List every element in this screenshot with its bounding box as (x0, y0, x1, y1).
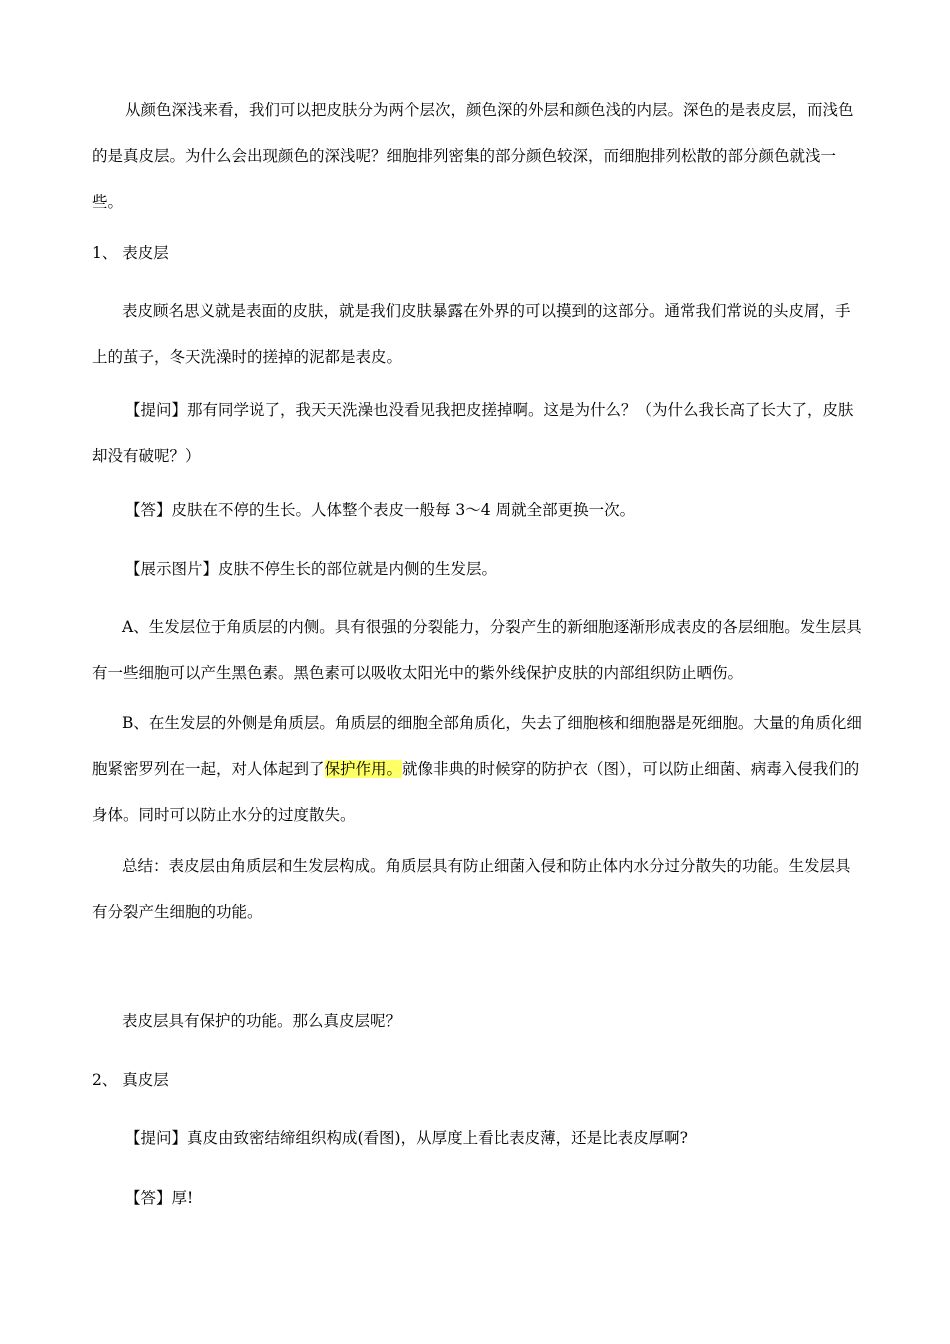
paragraph-answer-1: 【答】皮肤在不停的生长。人体整个表皮一般每 3～4 周就全部更换一次。 (125, 501, 636, 519)
heading-dermis: 2、 真皮层 (92, 1071, 169, 1089)
paragraph-skin-layers-intro: 从颜色深浅来看，我们可以把皮肤分为两个层次，颜色深的外层和颜色浅的内层。深色的是表皮层，而浅色的是真皮层。为什么会出现颜色的深浅呢？细胞排列密集的部分颜色较深，而细胞排列松散的部分颜色就浅一些。 (92, 101, 854, 211)
paragraph-summary: 总结：表皮层由角质层和生发层构成。角质层具有防止细菌入侵和防止体内水分过分散失的功能。生发层具有分裂产生细胞的功能。 (92, 857, 851, 921)
paragraph-stratum-corneum (92, 700, 862, 838)
text-corneum-after: 就像非典的时候穿的防护衣（图），可以防止细菌、病毒入侵我们的身体。同时可以防止水分的过度散失。 (92, 760, 860, 824)
paragraph-epidermis-definition: 表皮顾名思义就是表面的皮肤，就是我们皮肤暴露在外界的可以摸到的这部分。通常我们常说的头皮屑，手上的茧子，冬天洗澡时的搓掉的泥都是表皮。 (92, 302, 851, 366)
text-corneum-before: B、在生发层的外侧是角质层。角质层的细胞全部角质化，失去了细胞核和细胞器是死细胞。大量的角质化细胞紧密罗列在一起，对人体起到了 (92, 714, 862, 778)
paragraph-show-image: 【展示图片】皮肤不停生长的部位就是内侧的生发层。 (125, 560, 498, 578)
highlighted-protection-text: 保护作用。 (324, 760, 403, 778)
paragraph-question-1: 【提问】那有同学说了，我天天洗澡也没看见我把皮搓掉啊。这是为什么？（为什么我长高了长大了，皮肤却没有破呢？） (92, 401, 854, 465)
heading-epidermis: 1、 表皮层 (92, 244, 169, 262)
paragraph-question-2: 【提问】真皮由致密结缔组织构成(看图)，从厚度上看比表皮薄，还是比表皮厚啊? (125, 1129, 688, 1147)
paragraph-answer-2: 【答】厚! (125, 1189, 194, 1207)
paragraph-transition-dermis: 表皮层具有保护的功能。那么真皮层呢？ (122, 1012, 402, 1030)
paragraph-basal-layer: A、生发层位于角质层的内侧。具有很强的分裂能力，分裂产生的新细胞逐渐形成表皮的各层细胞。发生层具有一些细胞可以产生黑色素。黑色素可以吸收太阳光中的紫外线保护皮肤的内部组织防止晒伤。 (92, 618, 862, 682)
